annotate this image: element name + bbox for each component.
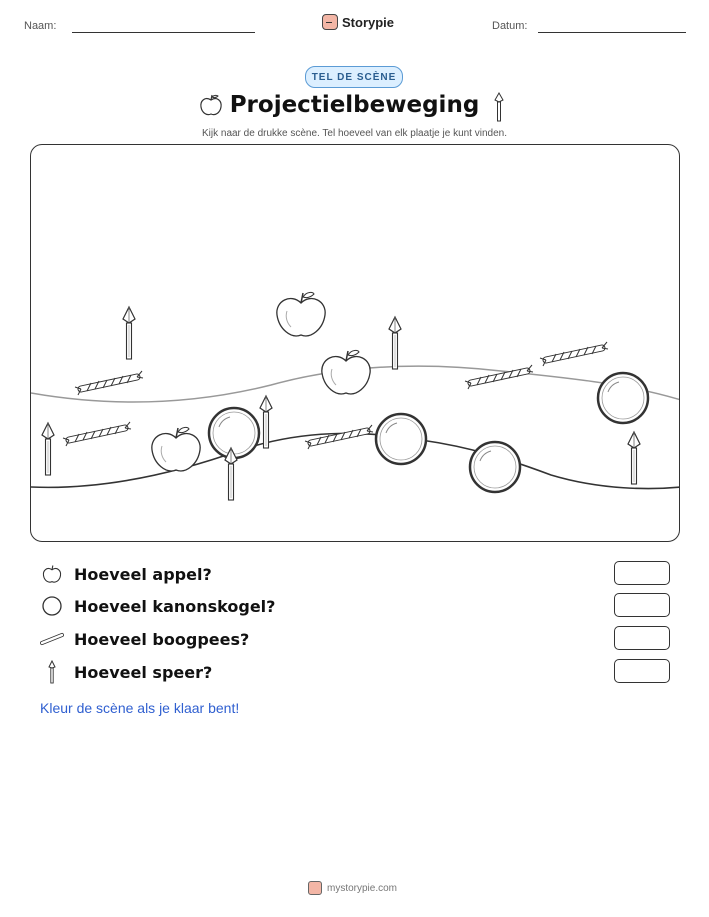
cannonball-icon (40, 594, 64, 618)
question-spear (40, 659, 670, 685)
footer (308, 881, 397, 895)
storypie-logo-icon (322, 14, 338, 30)
name-label: Naam: (24, 20, 57, 32)
answer-box-bowstring[interactable] (614, 626, 670, 650)
name-line[interactable] (72, 32, 255, 33)
question-cannonball (40, 593, 670, 619)
scene-panel[interactable] (30, 144, 680, 542)
answer-box-apple[interactable] (614, 561, 670, 585)
question-apple (40, 561, 670, 587)
answer-box-cannonball[interactable] (614, 593, 670, 617)
page-title: Projectielbeweging (229, 92, 480, 118)
apple-icon (40, 562, 64, 586)
coloring-note: Kleur de scène als je klaar bent! (40, 700, 240, 716)
date-line[interactable] (538, 32, 686, 33)
bowstring-icon (40, 627, 64, 651)
scene-illustration (31, 145, 680, 542)
question-text: Hoeveel appel? (74, 564, 212, 584)
brand-logo (322, 14, 394, 30)
subtitle: Kijk naar de drukke scène. Tel hoeveel van elk plaatje je kunt vinden. (201, 128, 507, 139)
question-text: Hoeveel kanonskogel? (74, 596, 276, 616)
answer-box-spear[interactable] (614, 659, 670, 683)
date-label: Datum: (492, 20, 528, 32)
question-text: Hoeveel boogpees? (74, 629, 250, 649)
scene-badge: TEL DE SCÈNE (305, 66, 403, 88)
storypie-logo-icon (308, 881, 322, 895)
spear-icon (492, 92, 506, 122)
spear-icon (40, 660, 64, 684)
brand-name: Storypie (342, 14, 395, 30)
question-bowstring (40, 626, 670, 652)
question-text: Hoeveel speer? (74, 662, 213, 682)
footer-url[interactable]: mystorypie.com (327, 882, 398, 894)
